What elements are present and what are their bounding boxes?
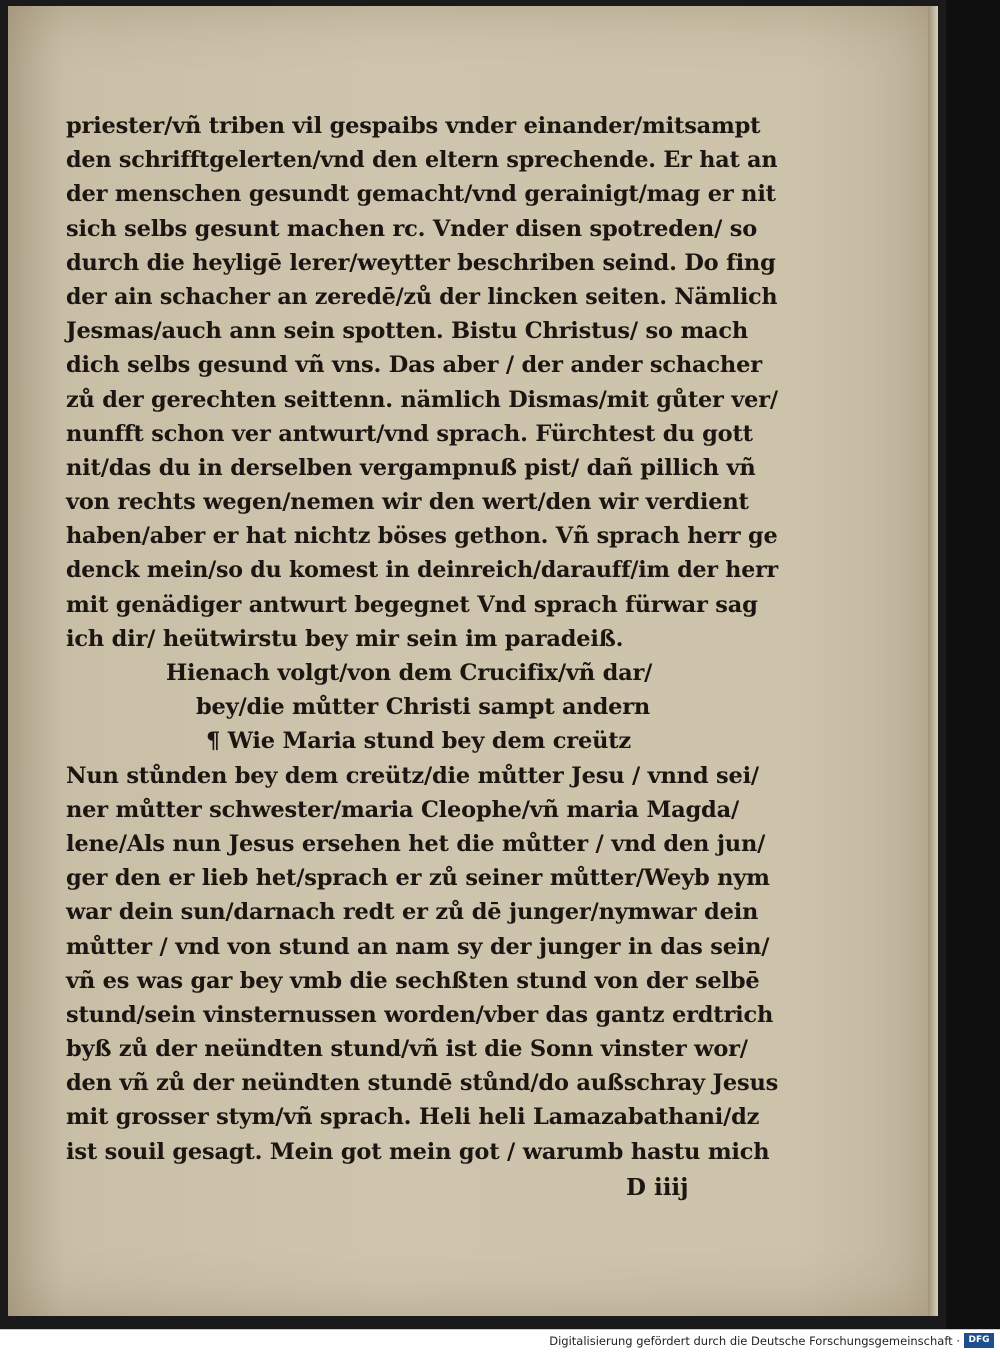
text-line: ger den er lieb het/sprach er zů seiner můtter/Weyb nym	[66, 865, 770, 892]
text-line: ich dir/ heütwirstu bey mir sein im paradeiß.	[66, 625, 624, 652]
text-line: haben/aber er hat nichtz böses gethon. Vñ sprach herr ge	[66, 523, 778, 550]
text-line: lene/Als nun Jesus ersehen het die můtter / vnd den jun/	[66, 830, 766, 857]
text-line: denck mein/so du komest in deinreich/darauff/im der herr	[66, 557, 778, 584]
text-line: byß zů der neündten stund/vñ ist die Sonn vinster wor/	[66, 1036, 748, 1063]
text-line: den schrifftgelerten/vnd den eltern sprechende. Er hat an	[66, 147, 778, 174]
text-line: můtter / vnd von stund an nam sy der junger in das sein/	[66, 933, 770, 960]
heading-line: Hienach volgt/von dem Crucifix/vñ dar/	[166, 660, 653, 686]
text-line: ner můtter schwester/maria Cleophe/vñ maria Magda/	[66, 796, 739, 823]
text-line: durch die heyligē lerer/weytter beschriben seind. Do fing	[66, 249, 776, 276]
text-line: priester/vñ triben vil gespaibs vnder einander/mitsampt	[66, 113, 761, 139]
footer-bar	[0, 1329, 1000, 1352]
page-edge	[928, 6, 938, 1316]
footer-credit: Digitalisierung gefördert durch die Deutsche Forschungsgemeinschaft ·	[549, 1334, 960, 1348]
text-line: nit/das du in derselben vergampnuß pist/ dañ pillich vñ	[66, 454, 756, 481]
text-line: der menschen gesundt gemacht/vnd gerainigt/mag er nit	[66, 181, 776, 208]
section-heading: ¶ Wie Maria stund bey dem creütz	[206, 728, 632, 755]
scan-background	[946, 0, 1000, 1330]
heading-line: bey/die můtter Christi sampt andern	[196, 694, 651, 721]
text-line: war dein sun/darnach redt er zů dē junger/nymwar dein	[66, 899, 759, 926]
text-line: von rechts wegen/nemen wir den wert/den wir verdient	[66, 489, 749, 516]
text-line: Jesmas/auch ann sein spotten. Bistu Christus/ so mach	[66, 318, 749, 345]
text-line: stund/sein vinsternussen worden/vber das gantz erdtrich	[66, 1001, 774, 1028]
text-line: sich selbs gesunt machen rc. Vnder disen spotreden/ so	[66, 215, 758, 242]
text-line: dich selbs gesund vñ vns. Das aber / der ander schacher	[66, 352, 762, 379]
text-line: ist souil gesagt. Mein got mein got / warumb hastu mich	[66, 1138, 770, 1165]
scanned-page	[8, 6, 938, 1316]
text-line: den vñ zů der neündten stundē stůnd/do außschray Jesus	[66, 1070, 779, 1097]
text-line: nunfft schon ver antwurt/vnd sprach. Fürchtest du gott	[66, 420, 753, 447]
text-line: Nun stůnden bey dem creütz/die můtter Jesu / vnnd sei/	[66, 762, 759, 789]
text-line: mit grosser stym/vñ sprach. Heli heli Lamazabathani/dz	[66, 1104, 760, 1131]
text-line: vñ es was gar bey vmb die sechßten stund von der selbē	[66, 967, 760, 994]
text-line: der ain schacher an zeredē/zů der lincken seiten. Nämlich	[66, 283, 778, 310]
dfg-logo-icon[interactable]: DFG	[964, 1333, 994, 1348]
text-block	[66, 109, 779, 1169]
signature-mark: D iiij	[626, 1174, 689, 1201]
text-line: zů der gerechten seittenn. nämlich Dismas/mit gůter ver/	[66, 386, 778, 413]
text-line: mit genädiger antwurt begegnet Vnd sprach fürwar sag	[66, 591, 758, 618]
